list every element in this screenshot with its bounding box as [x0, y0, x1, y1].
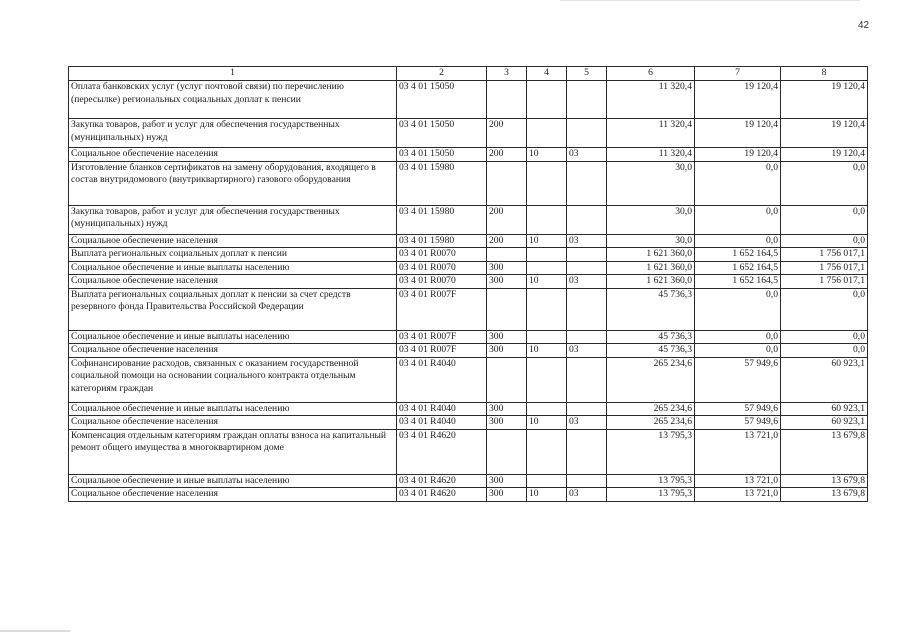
expense-name: Социальное обеспечение населения [69, 275, 397, 289]
expense-name: Компенсация отдельным категориям граждан оплаты взноса на капитальный ремонт общего имущества в многоквартирном доме [69, 429, 397, 474]
subsection-code: 03 [567, 344, 607, 358]
amount-col-8: 1 756 017,1 [781, 261, 868, 275]
table-row [69, 148, 868, 162]
expense-name: Социальное обеспечение населения [69, 148, 397, 162]
column-header: 2 [397, 67, 487, 81]
table-row [69, 119, 868, 148]
amount-col-7: 0,0 [695, 161, 781, 205]
target-article-code: 03 4 01 R4040 [397, 402, 487, 416]
target-article-code: 03 4 01 R007F [397, 330, 487, 344]
target-article-code: 03 4 01 R0070 [397, 275, 487, 289]
section-code [527, 161, 567, 205]
amount-col-8: 0,0 [781, 234, 868, 248]
amount-col-6: 13 795,3 [607, 474, 695, 488]
amount-col-8: 0,0 [781, 205, 868, 234]
expense-name: Социальное обеспечение населения [69, 344, 397, 358]
table-row [69, 234, 868, 248]
amount-col-6: 1 621 360,0 [607, 275, 695, 289]
amount-col-6: 13 795,3 [607, 488, 695, 502]
section-code [527, 261, 567, 275]
table-row [69, 205, 868, 234]
amount-col-6: 11 320,4 [607, 81, 695, 119]
subsection-code [567, 288, 607, 330]
column-header: 4 [527, 67, 567, 81]
target-article-code: 03 4 01 R4620 [397, 488, 487, 502]
amount-col-7: 0,0 [695, 205, 781, 234]
amount-col-7: 13 721,0 [695, 429, 781, 474]
section-code [527, 119, 567, 148]
subsection-code: 03 [567, 275, 607, 289]
subsection-code [567, 81, 607, 119]
amount-col-6: 11 320,4 [607, 119, 695, 148]
amount-col-7: 19 120,4 [695, 148, 781, 162]
amount-col-6: 30,0 [607, 234, 695, 248]
expense-type-code: 300 [487, 344, 527, 358]
expense-type-code: 300 [487, 275, 527, 289]
expense-name: Социальное обеспечение населения [69, 234, 397, 248]
table-row [69, 488, 868, 502]
column-header: 1 [69, 67, 397, 81]
target-article-code: 03 4 01 R4040 [397, 357, 487, 402]
amount-col-7: 0,0 [695, 330, 781, 344]
expense-name: Выплата региональных социальных доплат к пенсии за счет средств резервного фонда Правительства Российской Федерации [69, 288, 397, 330]
subsection-code [567, 330, 607, 344]
amount-col-8: 1 756 017,1 [781, 248, 868, 262]
amount-col-6: 11 320,4 [607, 148, 695, 162]
amount-col-7: 0,0 [695, 344, 781, 358]
amount-col-6: 45 736,3 [607, 344, 695, 358]
subsection-code [567, 402, 607, 416]
table-row [69, 416, 868, 430]
amount-col-7: 57 949,6 [695, 402, 781, 416]
amount-col-6: 45 736,3 [607, 288, 695, 330]
target-article-code: 03 4 01 R007F [397, 344, 487, 358]
subsection-code [567, 474, 607, 488]
expense-name: Оплата банковских услуг (услуг почтовой связи) по перечислению (пересылке) региональных социальных доплат к пенсии [69, 81, 397, 119]
amount-col-8: 13 679,8 [781, 429, 868, 474]
section-code [527, 402, 567, 416]
expense-name: Софинансирование расходов, связанных с оказанием государственной социальной помощи на основании социального контракта отдельным категориям граждан [69, 357, 397, 402]
table-row [69, 429, 868, 474]
section-code [527, 248, 567, 262]
expense-type-code: 300 [487, 488, 527, 502]
column-header: 7 [695, 67, 781, 81]
amount-col-8: 1 756 017,1 [781, 275, 868, 289]
column-header: 6 [607, 67, 695, 81]
expense-type-code [487, 81, 527, 119]
expense-type-code: 200 [487, 234, 527, 248]
column-header: 3 [487, 67, 527, 81]
scan-edge-mark [0, 630, 70, 632]
column-header: 5 [567, 67, 607, 81]
subsection-code [567, 119, 607, 148]
expense-name: Социальное обеспечение и иные выплаты населению [69, 261, 397, 275]
amount-col-7: 1 652 164,5 [695, 248, 781, 262]
target-article-code: 03 4 01 R007F [397, 288, 487, 330]
target-article-code: 03 4 01 15980 [397, 161, 487, 205]
table-row [69, 402, 868, 416]
amount-col-6: 45 736,3 [607, 330, 695, 344]
section-code [527, 357, 567, 402]
subsection-code [567, 205, 607, 234]
amount-col-8: 0,0 [781, 344, 868, 358]
amount-col-7: 57 949,6 [695, 357, 781, 402]
expense-type-code: 200 [487, 205, 527, 234]
subsection-code [567, 357, 607, 402]
expense-type-code: 300 [487, 416, 527, 430]
amount-col-7: 13 721,0 [695, 488, 781, 502]
section-code: 10 [527, 416, 567, 430]
expense-name: Закупка товаров, работ и услуг для обеспечения государственных (муниципальных) нужд [69, 205, 397, 234]
expense-type-code [487, 357, 527, 402]
expense-name: Выплата региональных социальных доплат к пенсии [69, 248, 397, 262]
target-article-code: 03 4 01 R4620 [397, 474, 487, 488]
amount-col-7: 13 721,0 [695, 474, 781, 488]
expense-type-code: 300 [487, 402, 527, 416]
table-row [69, 275, 868, 289]
expense-name: Социальное обеспечение и иные выплаты населению [69, 330, 397, 344]
subsection-code: 03 [567, 488, 607, 502]
section-code [527, 330, 567, 344]
amount-col-8: 60 923,1 [781, 357, 868, 402]
budget-table [68, 66, 868, 502]
expense-type-code [487, 161, 527, 205]
amount-col-6: 1 621 360,0 [607, 261, 695, 275]
expense-name: Социальное обеспечение и иные выплаты населению [69, 402, 397, 416]
expense-type-code: 300 [487, 474, 527, 488]
section-code [527, 474, 567, 488]
amount-col-8: 13 679,8 [781, 488, 868, 502]
table-row [69, 474, 868, 488]
expense-type-code [487, 429, 527, 474]
amount-col-8: 19 120,4 [781, 148, 868, 162]
target-article-code: 03 4 01 15050 [397, 119, 487, 148]
subsection-code: 03 [567, 148, 607, 162]
amount-col-7: 57 949,6 [695, 416, 781, 430]
table-row [69, 357, 868, 402]
amount-col-6: 30,0 [607, 205, 695, 234]
section-code: 10 [527, 148, 567, 162]
section-code: 10 [527, 234, 567, 248]
table-row [69, 261, 868, 275]
amount-col-8: 19 120,4 [781, 81, 868, 119]
section-code [527, 81, 567, 119]
expense-type-code: 300 [487, 261, 527, 275]
subsection-code [567, 161, 607, 205]
section-code [527, 288, 567, 330]
table-row [69, 248, 868, 262]
subsection-code: 03 [567, 416, 607, 430]
amount-col-8: 19 120,4 [781, 119, 868, 148]
amount-col-7: 0,0 [695, 288, 781, 330]
amount-col-6: 265 234,6 [607, 416, 695, 430]
amount-col-7: 19 120,4 [695, 81, 781, 119]
amount-col-7: 1 652 164,5 [695, 275, 781, 289]
amount-col-8: 60 923,1 [781, 416, 868, 430]
amount-col-8: 13 679,8 [781, 474, 868, 488]
target-article-code: 03 4 01 15050 [397, 148, 487, 162]
amount-col-6: 265 234,6 [607, 402, 695, 416]
column-header: 8 [781, 67, 868, 81]
expense-name: Социальное обеспечение населения [69, 416, 397, 430]
expense-name: Социальное обеспечение и иные выплаты населению [69, 474, 397, 488]
target-article-code: 03 4 01 R4620 [397, 429, 487, 474]
target-article-code: 03 4 01 15980 [397, 205, 487, 234]
section-code: 10 [527, 275, 567, 289]
amount-col-8: 0,0 [781, 330, 868, 344]
expense-name: Изготовление бланков сертификатов на замену оборудования, входящего в состав внутридомового (внутриквартирного) газового оборудования [69, 161, 397, 205]
page-number: 42 [858, 20, 870, 31]
subsection-code [567, 261, 607, 275]
expense-name: Закупка товаров, работ и услуг для обеспечения государственных (муниципальных) нужд [69, 119, 397, 148]
table-header-row [69, 67, 868, 81]
table-row [69, 81, 868, 119]
section-code [527, 429, 567, 474]
subsection-code [567, 429, 607, 474]
table-row [69, 344, 868, 358]
section-code [527, 205, 567, 234]
target-article-code: 03 4 01 15050 [397, 81, 487, 119]
target-article-code: 03 4 01 R0070 [397, 248, 487, 262]
table-row [69, 330, 868, 344]
expense-type-code: 200 [487, 148, 527, 162]
target-article-code: 03 4 01 R0070 [397, 261, 487, 275]
subsection-code: 03 [567, 234, 607, 248]
amount-col-7: 1 652 164,5 [695, 261, 781, 275]
amount-col-8: 60 923,1 [781, 402, 868, 416]
target-article-code: 03 4 01 R4040 [397, 416, 487, 430]
amount-col-7: 0,0 [695, 234, 781, 248]
top-edge-line [560, 0, 860, 1]
expense-type-code: 200 [487, 119, 527, 148]
table-row [69, 288, 868, 330]
amount-col-6: 265 234,6 [607, 357, 695, 402]
amount-col-6: 1 621 360,0 [607, 248, 695, 262]
section-code: 10 [527, 344, 567, 358]
expense-type-code: 300 [487, 330, 527, 344]
amount-col-8: 0,0 [781, 161, 868, 205]
expense-name: Социальное обеспечение населения [69, 488, 397, 502]
expense-type-code [487, 248, 527, 262]
amount-col-6: 13 795,3 [607, 429, 695, 474]
amount-col-8: 0,0 [781, 288, 868, 330]
amount-col-6: 30,0 [607, 161, 695, 205]
expense-type-code [487, 288, 527, 330]
amount-col-7: 19 120,4 [695, 119, 781, 148]
table-row [69, 161, 868, 205]
target-article-code: 03 4 01 15980 [397, 234, 487, 248]
subsection-code [567, 248, 607, 262]
section-code: 10 [527, 488, 567, 502]
